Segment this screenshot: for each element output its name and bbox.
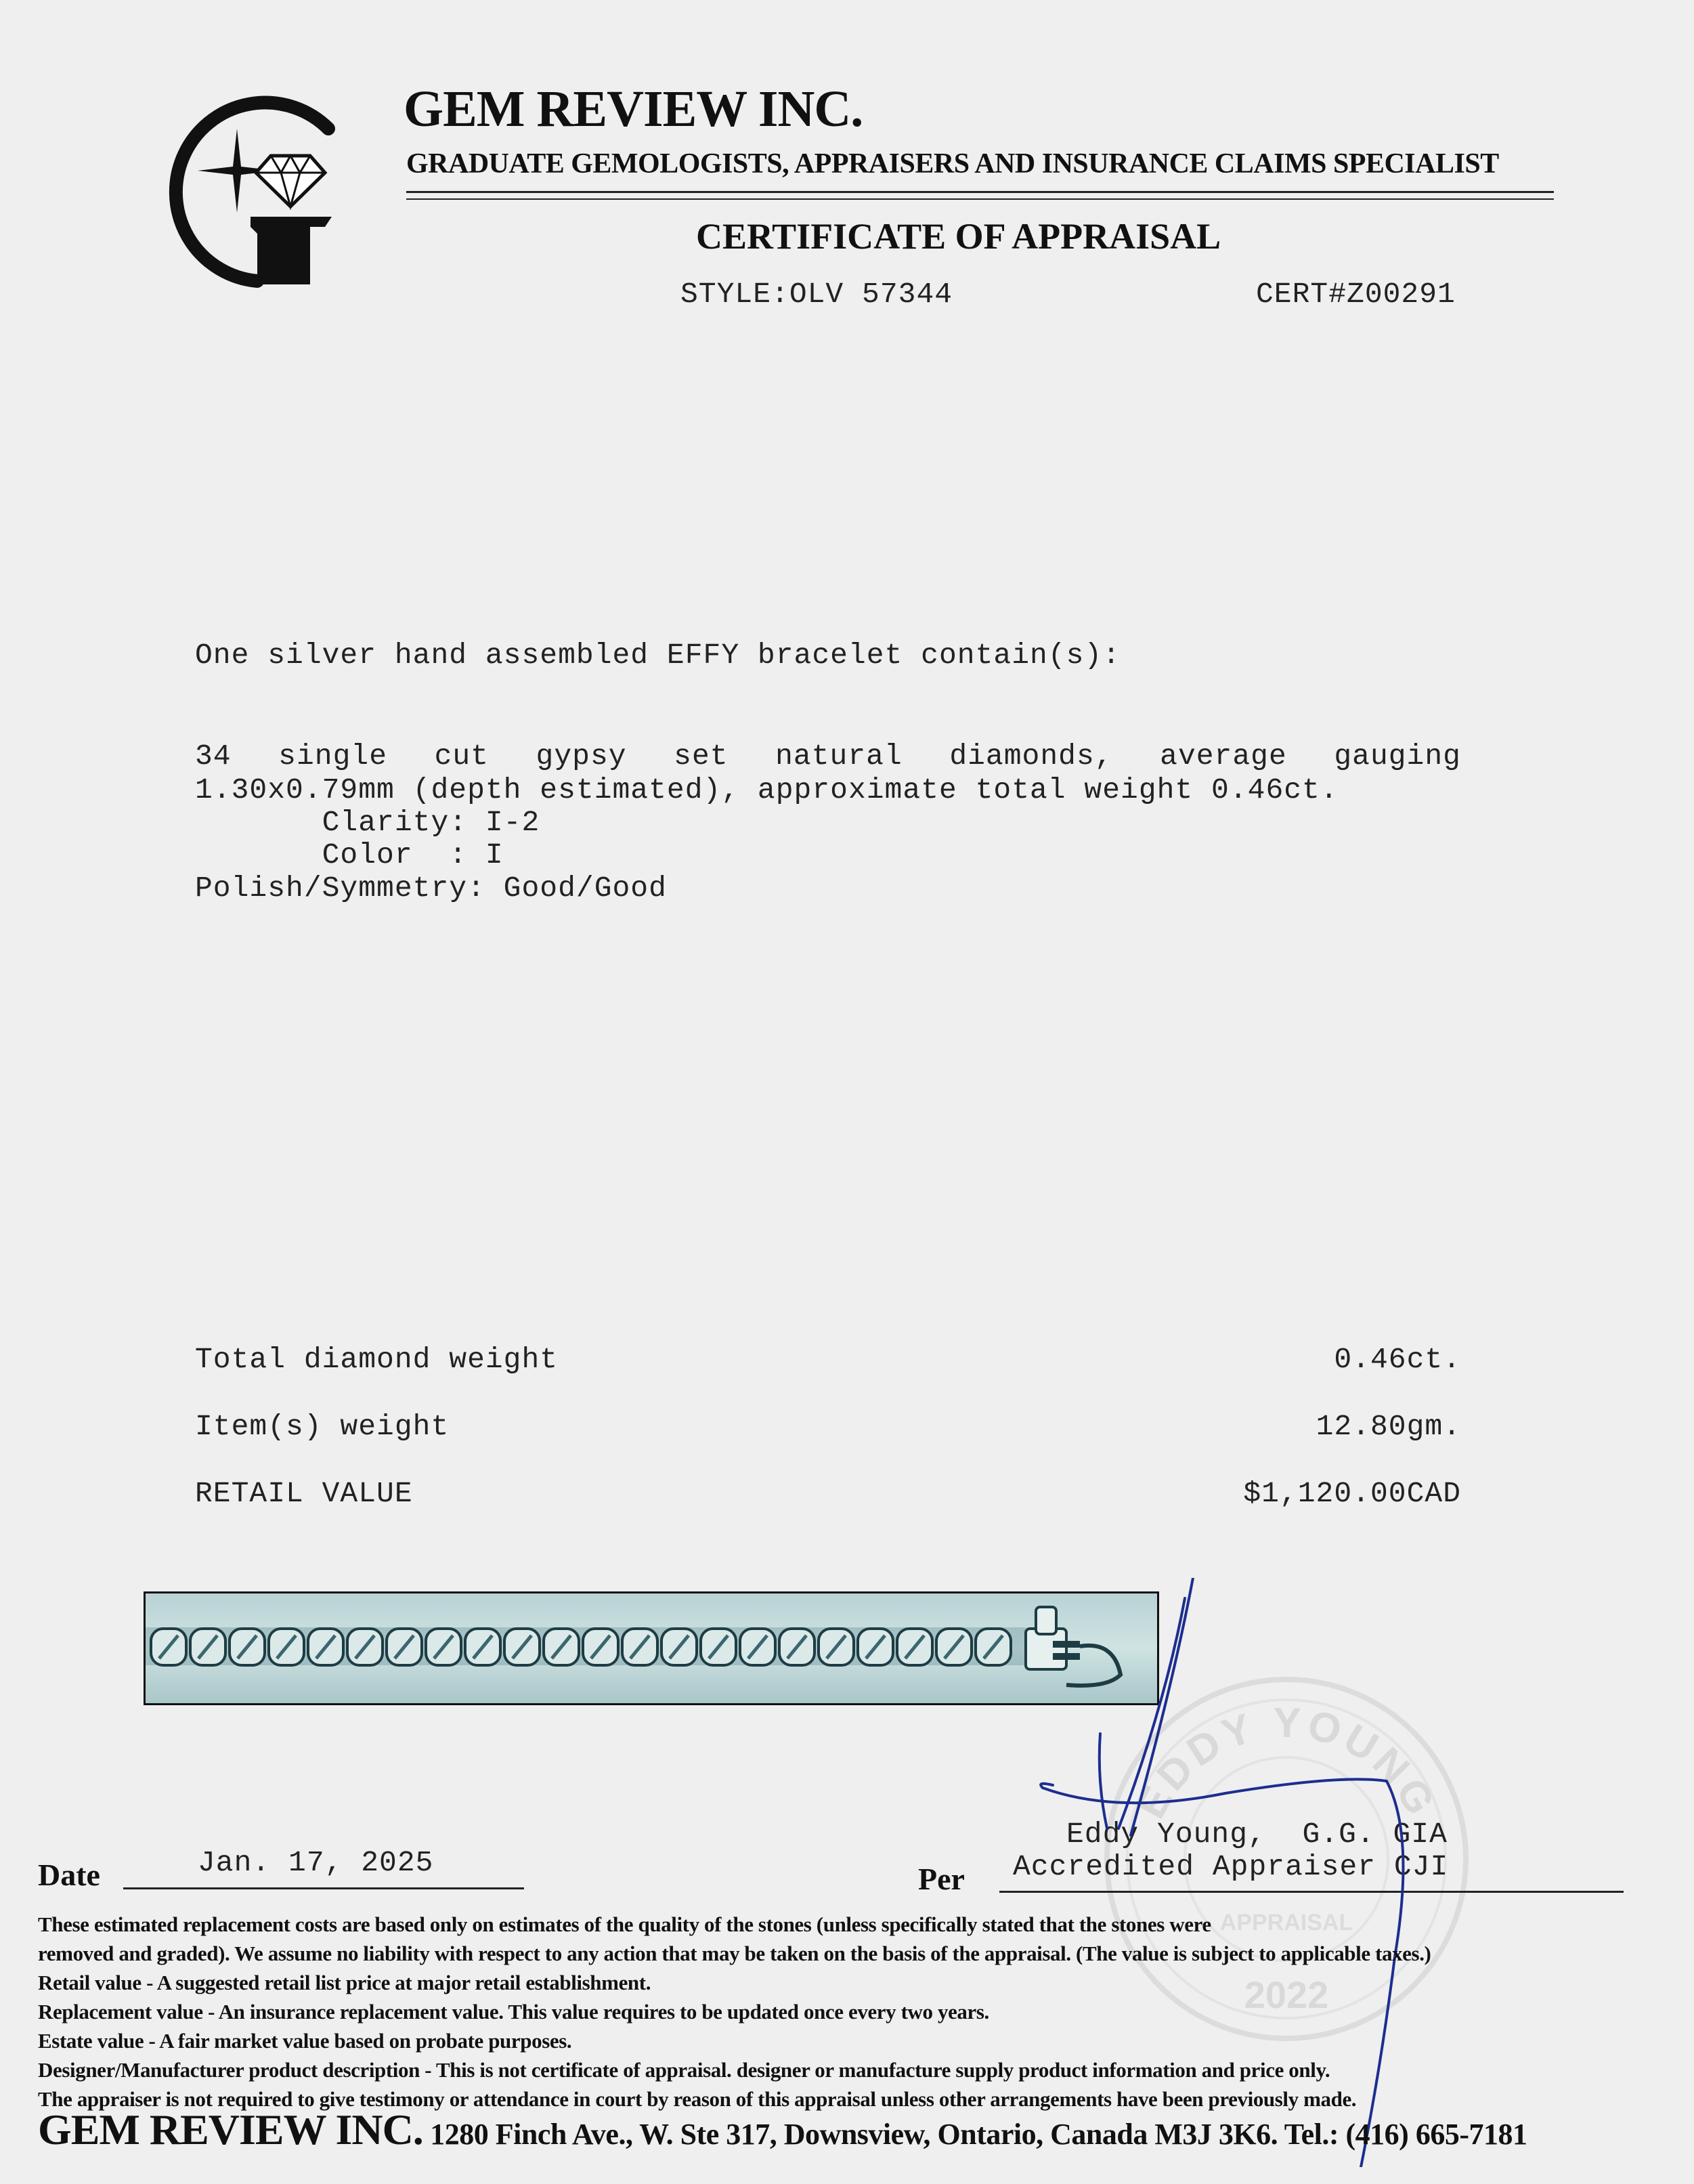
bracelet-photo (144, 1591, 1159, 1705)
disclaimer-line: Retail value - A suggested retail list price at major retail establishment. (38, 1971, 651, 1994)
total-diamond-weight-row (195, 1343, 1461, 1376)
stones-word: diamonds, (949, 740, 1113, 773)
stones-word: average (1160, 740, 1287, 773)
seal-name-text: EDDY YOUNG (1127, 1699, 1446, 1826)
date-underline (123, 1887, 524, 1889)
per-label: Per (918, 1862, 965, 1896)
clarity-grade: Clarity: I-2 (195, 806, 540, 839)
item-weight-label: Item(s) weight (195, 1410, 450, 1443)
stones-word: cut (434, 740, 489, 773)
stones-word: single (278, 740, 387, 773)
stones-description-line1 (195, 740, 1461, 773)
footer-address: 1280 Finch Ave., W. Ste 317, Downsview, Ontario, Canada M3J 3K6. Tel.: (416) 665-7181 (422, 2118, 1527, 2151)
disclaimer-line: The appraiser is not required to give testimony or attendance in court by reason of this appraisal unless other arrangements have been previously made. (38, 2087, 1357, 2111)
disclaimer (38, 1910, 1676, 2114)
stones-description-line2: 1.30x0.79mm (depth estimated), approximate total weight 0.46ct. (195, 773, 1339, 807)
color-grade: Color : I (195, 838, 504, 872)
certificate-number: CERT#Z00291 (1256, 278, 1456, 311)
date-label: Date (38, 1858, 100, 1892)
total-diamond-weight-label: Total diamond weight (195, 1343, 559, 1376)
footer-company-name: GEM REVIEW INC. (38, 2105, 423, 2154)
retail-value-label: RETAIL VALUE (195, 1477, 413, 1510)
stones-word: gauging (1334, 740, 1461, 773)
disclaimer-line: Designer/Manufacturer product description - This is not certificate of appraisal. designer or manufacture supply product information and price only. (38, 2058, 1330, 2082)
retail-value-row (195, 1477, 1461, 1510)
item-description: One silver hand assembled EFFY bracelet contain(s): (195, 639, 1121, 672)
stones-word: 34 (195, 740, 232, 773)
style-code: STYLE:OLV 57344 (680, 278, 953, 311)
item-weight-row (195, 1410, 1461, 1443)
appraiser-credentials: Accredited Appraiser CJI (1013, 1850, 1449, 1883)
appraisal-date: Jan. 17, 2025 (198, 1846, 434, 1879)
logo-pedestal-icon (251, 217, 332, 284)
disclaimer-line: Estate value - A fair market value based on probate purposes. (38, 2029, 572, 2053)
header-rule (406, 191, 1554, 193)
logo-diamond-icon (256, 156, 325, 207)
disclaimer-line: removed and graded). We assume no liability with respect to any action that may be taken on the basis of the appraisal. (The value is subject to applicable taxes.) (38, 1942, 1431, 1965)
company-tagline: GRADUATE GEMOLOGISTS, APPRAISERS AND INSURANCE CLAIMS SPECIALIST (406, 148, 1499, 179)
disclaimer-line: Replacement value - An insurance replacement value. This value requires to be updated once every two years. (38, 2000, 989, 2024)
company-logo (142, 88, 339, 291)
bracelet-icon (146, 1593, 1157, 1703)
header-rule (406, 198, 1554, 200)
item-weight-value: 12.80gm. (1316, 1410, 1461, 1443)
polish-symmetry: Polish/Symmetry: Good/Good (195, 872, 667, 905)
total-diamond-weight-value: 0.46ct. (1334, 1343, 1461, 1376)
company-name: GEM REVIEW INC. (404, 81, 863, 137)
disclaimer-line: These estimated replacement costs are based only on estimates of the quality of the stones (unless specifically stated that the stones were (38, 1912, 1211, 1936)
seal-appraisal-text: APPRAISAL (1219, 1910, 1353, 1935)
appraiser-name: Eddy Young, G.G. GIA (1066, 1818, 1448, 1851)
stones-word: gypsy (536, 740, 627, 773)
footer (38, 2105, 1527, 2155)
retail-value-value: $1,120.00CAD (1243, 1477, 1461, 1510)
certificate-title: CERTIFICATE OF APPRAISAL (696, 216, 1221, 257)
stones-word: natural (775, 740, 903, 773)
seal-year-text: 2022 (1244, 1973, 1329, 2016)
stones-word: set (674, 740, 729, 773)
